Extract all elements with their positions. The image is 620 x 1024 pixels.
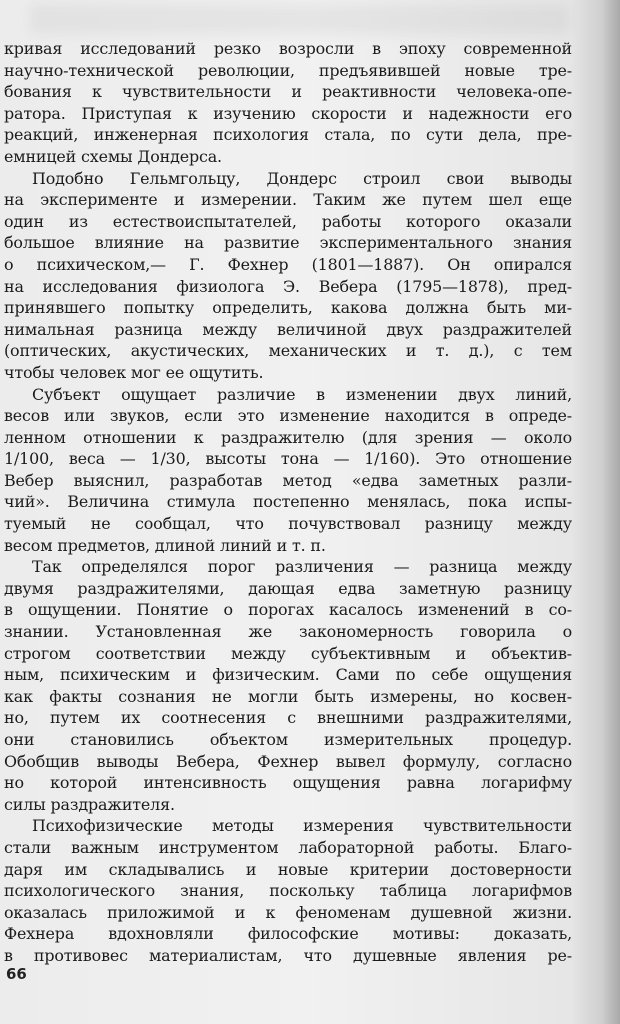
text-line: Так определялся порог различения — разница между <box>32 557 572 577</box>
text-line: они становились объектом измерительных процедур. <box>4 730 572 749</box>
text-line: даря им складывались и новые критерии достоверности <box>4 859 572 879</box>
text-line: реакций, инженерная психология стала, по сути дела, пре- <box>4 125 572 145</box>
text-line: психологического знания, поскольку таблица логарифмов <box>4 881 572 901</box>
text-line: на исследования физиолога Э. Вебера (1795—1878), пред- <box>4 276 572 296</box>
text-line: кривая исследований резко возросли в эпоху современной <box>4 39 572 58</box>
paragraph <box>4 384 572 557</box>
text-line: Фехнера вдохновляли философские мотивы: доказать, <box>4 924 572 944</box>
text-line: научно-технической революции, предъявившей новые тре- <box>4 60 572 80</box>
text-line: один из естествоиспытателей, работы которого оказали <box>4 211 572 231</box>
paragraph <box>4 38 572 168</box>
scan-smudge <box>30 4 570 34</box>
text-line: емницей схемы Дондерса. <box>4 146 222 166</box>
text-line: туемый не сообщал, что почувствовал разницу между <box>4 514 572 534</box>
text-line: но которой интенсивность ощущения равна логарифму <box>4 773 572 793</box>
paragraph <box>4 815 572 966</box>
text-line: Субъект ощущает различие в изменении двух линий, <box>32 384 572 404</box>
text-line: о психическом,— Г. Фехнер (1801—1887). Он опирался <box>4 254 572 274</box>
page-number: 66 <box>6 965 27 983</box>
paragraph <box>4 168 572 384</box>
body-text <box>4 38 572 967</box>
text-line: ратора. Приступая к изучению скорости и надежности его <box>4 103 572 123</box>
text-line: Обобщив выводы Вебера, Фехнер вывел формулу, согласно <box>4 751 572 771</box>
text-line: стали важным инструментом лабораторной работы. Благо- <box>4 837 572 857</box>
text-line: принявшего попытку определить, какова должна быть ми- <box>4 298 572 318</box>
text-line: двумя раздражителями, дающая едва заметную разницу <box>4 578 572 598</box>
paragraph <box>4 556 572 815</box>
text-line: чий». Величина стимула постепенно менялась, пока испы- <box>4 492 572 512</box>
text-line: знании. Установленная же закономерность говорила о <box>4 622 572 642</box>
text-line: ленном отношении к раздражителю (для зрения — около <box>4 427 572 447</box>
text-line: в противовес материалистам, что душевные явления ре- <box>4 945 572 965</box>
text-line: нимальная разница между величиной двух раздражителей <box>4 319 572 339</box>
text-line: но, путем их соотнесения с внешними раздражителями, <box>4 708 572 728</box>
text-line: бования к чувствительности и реактивности человека-опе- <box>4 82 572 102</box>
text-line: оказалась приложимой и к феноменам душевной жизни. <box>4 902 572 922</box>
text-line: ным, психическим и физическим. Сами по себе ощущения <box>4 665 572 685</box>
text-line: Вебер выяснил, разработав метод «едва заметных разли- <box>4 470 572 490</box>
text-line: силы раздражителя. <box>4 794 175 814</box>
text-line: в ощущении. Понятие о порогах касалось изменений в со- <box>4 600 572 620</box>
text-line: весов или звуков, если это изменение находится в опреде- <box>4 406 572 426</box>
text-line: строгом соответствии между субъективным и объектив- <box>4 643 572 663</box>
text-line: на эксперименте и измерении. Таким же путем шел еще <box>4 190 572 210</box>
text-line: как факты сознания не могли быть измерены, но косвен- <box>4 686 572 706</box>
text-line: Психофизические методы измерения чувствительности <box>32 816 572 836</box>
text-line: Подобно Гельмгольцу, Дондерс строил свои выводы <box>32 168 572 188</box>
text-line: весом предметов, длиной линий и т. п. <box>4 535 326 555</box>
text-line: чтобы человек мог ее ощутить. <box>4 362 264 382</box>
text-line: (оптических, акустических, механических и т. д.), с тем <box>4 341 572 361</box>
text-line: 1/100, веса — 1/30, высоты тона — 1/160). Это отношение <box>4 449 572 469</box>
text-line: большое влияние на развитие экспериментального знания <box>4 233 572 253</box>
